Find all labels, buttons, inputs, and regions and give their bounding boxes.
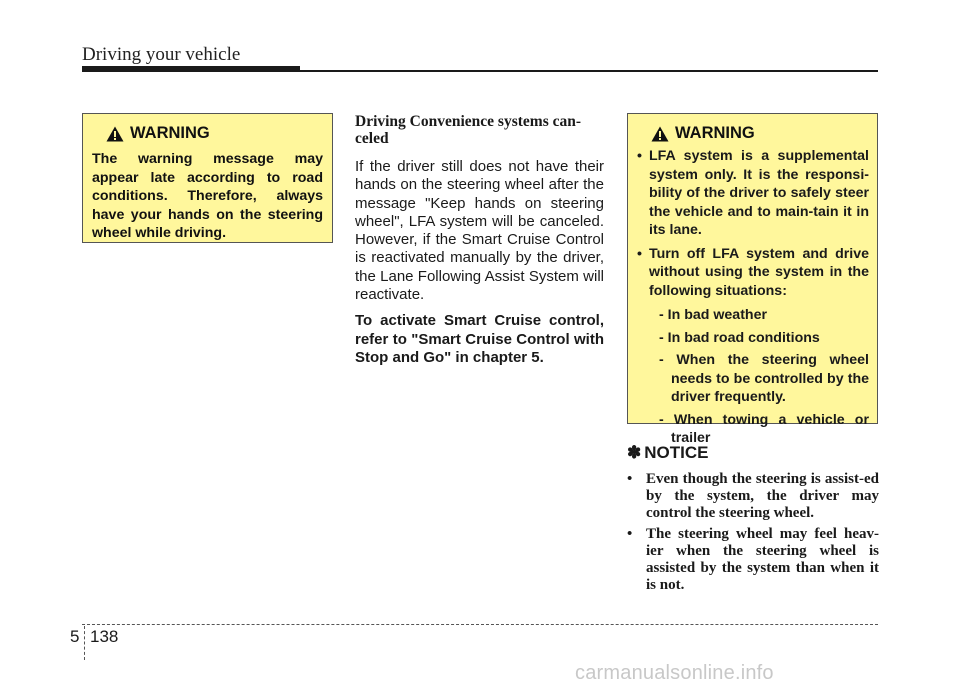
warning-triangle-icon <box>651 126 669 142</box>
section-bold-paragraph: To activate Smart Cruise control, refer to "Smart Cruise Control with Stop and Go" in chapter 5. <box>355 312 604 366</box>
footer-rule <box>82 624 878 625</box>
situation-item: - In bad road conditions <box>659 329 820 346</box>
page-number-divider <box>84 626 85 660</box>
situation-list <box>649 306 869 448</box>
warning-bullet <box>637 245 869 448</box>
warning-bullet-list <box>637 147 869 448</box>
notice-item: • Even though the steering is assist-ed by the system, the driver may control the steering wheel. <box>627 471 879 523</box>
warning-title-right <box>651 124 869 143</box>
notice-section <box>627 443 879 597</box>
warning-box-left <box>82 113 333 243</box>
warning-title-left <box>106 124 323 143</box>
notice-item: • The steering wheel may feel heav-ier when the steering wheel is assisted by the system than when it is not. <box>627 526 879 595</box>
middle-column <box>355 113 604 367</box>
warning-title-text: WARNING <box>130 124 210 142</box>
situation-item: - When towing a vehicle or trailer <box>659 411 869 446</box>
section-paragraph: If the driver still does not have their hands on the steering wheel after the message "Keep hands on steering wheel", LFA system will be canceled. However, if the Smart Cruise Control is reactivated manually by the driver, the Lane Following Assist System will reactivate. <box>355 158 604 304</box>
section-heading: Driving Convenience systems can-celed <box>355 113 582 147</box>
warning-triangle-icon <box>106 126 124 142</box>
notice-star-icon: ✽ <box>627 443 642 462</box>
header-rule <box>300 70 878 72</box>
situation-item: - When the steering wheel needs to be controlled by the driver frequently. <box>659 352 869 405</box>
page-number: 138 <box>90 627 119 646</box>
situation-item: - In bad weather <box>659 307 767 323</box>
page-header-title: Driving your vehicle <box>82 44 241 65</box>
warning-bullet-text: Turn off LFA system and drive without using the system in the following situations: <box>649 245 869 299</box>
warning-title-text: WARNING <box>675 124 755 142</box>
header-bar <box>82 66 300 72</box>
notice-list <box>627 471 879 594</box>
warning-bullet: • LFA system is a supplemental system only. It is the responsi-bility of the driver to safely steer the vehicle and to main-tain it in its lane. <box>637 147 869 240</box>
notice-title-text: NOTICE <box>644 443 709 462</box>
warning-text-left: The warning message may appear late according to road conditions. Therefore, always have your hands on the steering wheel while driving. <box>92 151 323 241</box>
watermark: carmanualsonline.info <box>575 662 774 684</box>
notice-title <box>627 443 879 463</box>
chapter-number: 5 <box>70 627 80 646</box>
warning-box-right <box>627 113 878 446</box>
